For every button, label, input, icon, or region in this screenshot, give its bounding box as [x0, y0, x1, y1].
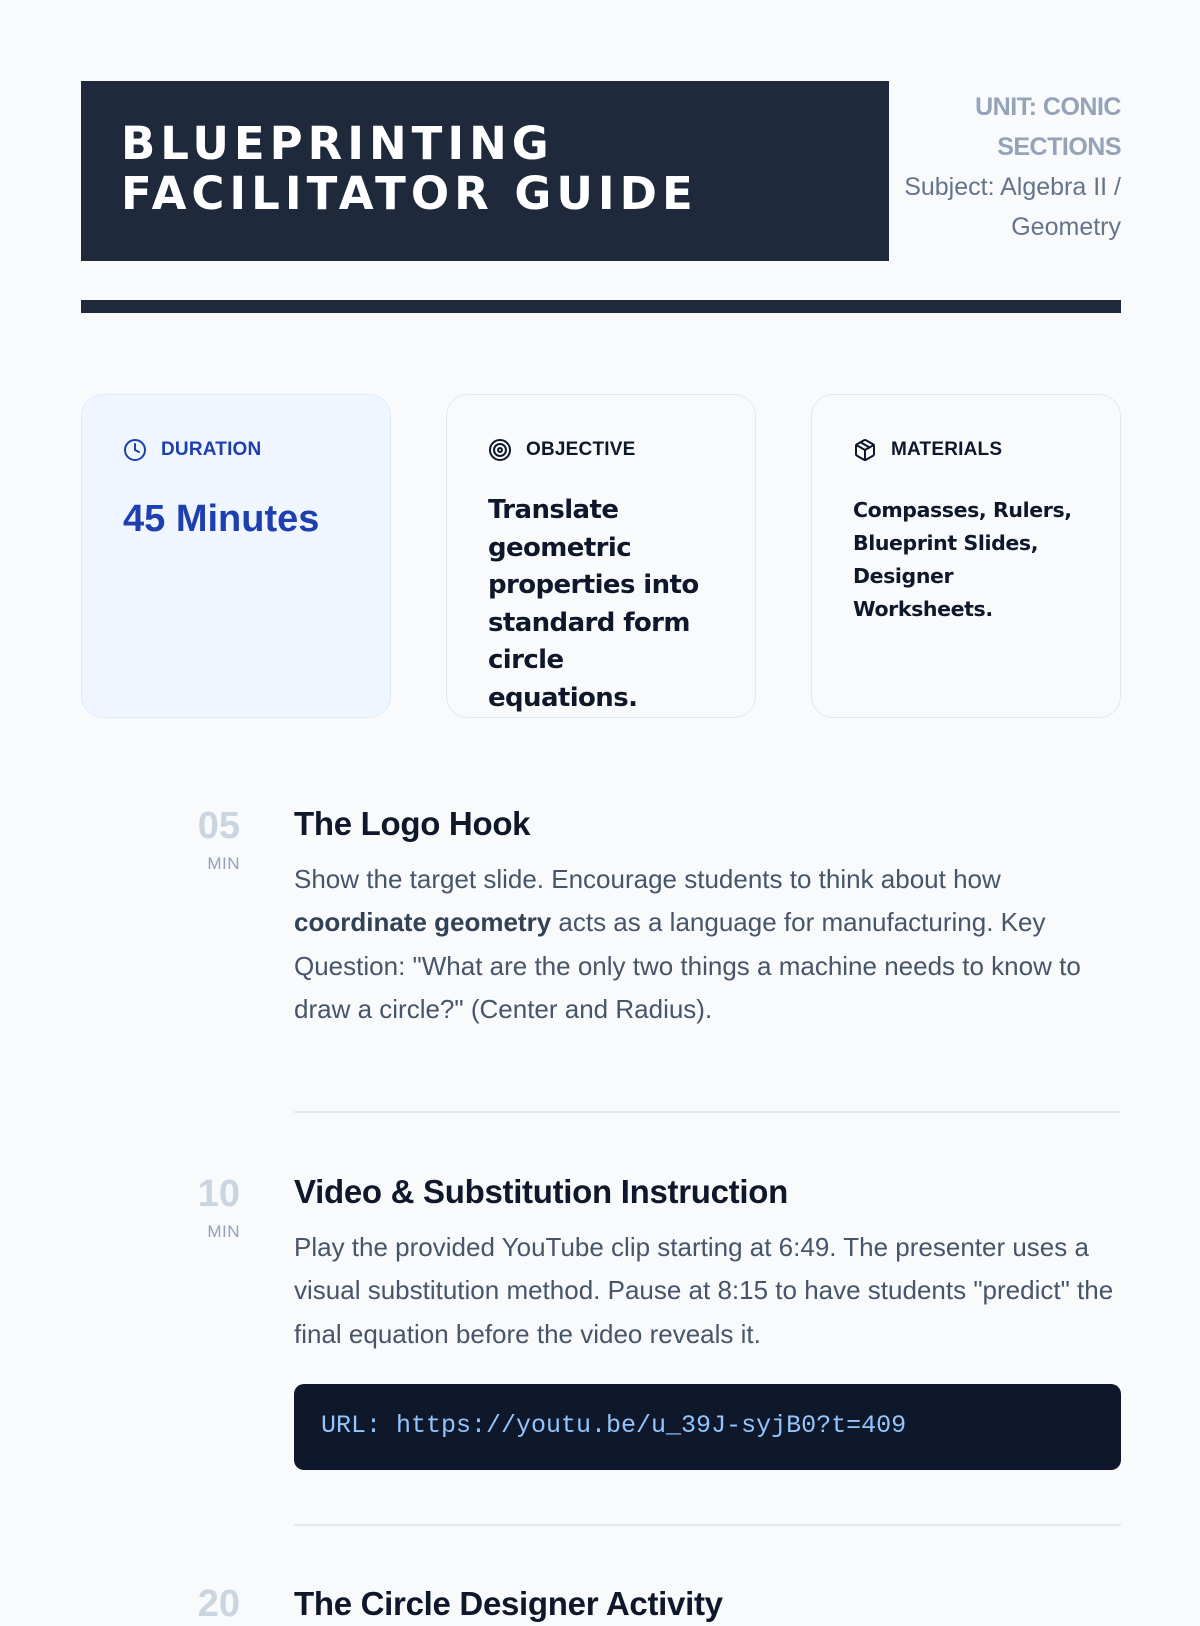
video-url-code[interactable]: URL: https://youtu.be/u_39J-syjB0?t=409: [294, 1384, 1121, 1470]
step-description: [294, 858, 1121, 1031]
step-title: The Logo Hook: [294, 805, 531, 842]
step-title: Video & Substitution Instruction: [294, 1173, 788, 1210]
step-divider: [294, 1111, 1121, 1113]
step-unit: MIN: [207, 854, 240, 873]
step-divider: [294, 1524, 1121, 1526]
duration-label: DURATION: [161, 439, 262, 460]
duration-card: [81, 394, 391, 718]
materials-label: MATERIALS: [891, 439, 1003, 460]
unit-label-line-1: UNIT: CONIC: [975, 93, 1121, 121]
step-description: Play the provided YouTube clip starting at 6:49. The presenter uses a visual substitution method. Pause at 8:15 to have students "predict" the final equation before the video reveals it.: [294, 1232, 1114, 1349]
step-description-text: Show the target slide. Encourage students to think about how: [294, 864, 1001, 894]
page-title-line-1: BLUEPRINTING: [121, 117, 554, 170]
step-title: The Circle Designer Activity: [294, 1585, 723, 1622]
header-meta: [881, 87, 1121, 247]
step-minutes: 10: [197, 1173, 240, 1215]
page-header: [81, 81, 1121, 261]
subject-label-line-2: Geometry: [1011, 213, 1121, 241]
duration-value: 45 Minutes: [123, 498, 320, 540]
materials-card: [811, 394, 1121, 718]
header-divider: [81, 300, 1121, 313]
objective-label: OBJECTIVE: [526, 439, 636, 460]
step-minutes: 20: [197, 1583, 240, 1625]
materials-text: Compasses, Rulers, Blueprint Slides, Designer Worksheets.: [853, 498, 1072, 621]
clock-icon: [123, 438, 147, 462]
step-unit: MIN: [207, 1222, 240, 1241]
step-description-text-end: acts as a language for manufacturing. Key Question: "What are the only two things a machine needs to know to draw a circle?" (Center and Radius).: [294, 907, 1081, 1024]
target-icon: [488, 438, 512, 462]
step-minutes: 05: [197, 805, 240, 847]
subject-label-line-1: Subject: Algebra II /: [904, 173, 1121, 201]
unit-label-line-2: SECTIONS: [997, 133, 1121, 161]
box-icon: [853, 438, 877, 462]
step-description-emphasis: coordinate geometry: [294, 907, 552, 938]
objective-card: [446, 394, 756, 718]
info-cards: [81, 394, 1121, 718]
page-title-line-2: FACILITATOR GUIDE: [121, 167, 698, 220]
title-banner: [81, 81, 889, 261]
objective-text: Translate geometric properties into standard form circle equations.: [488, 495, 699, 713]
